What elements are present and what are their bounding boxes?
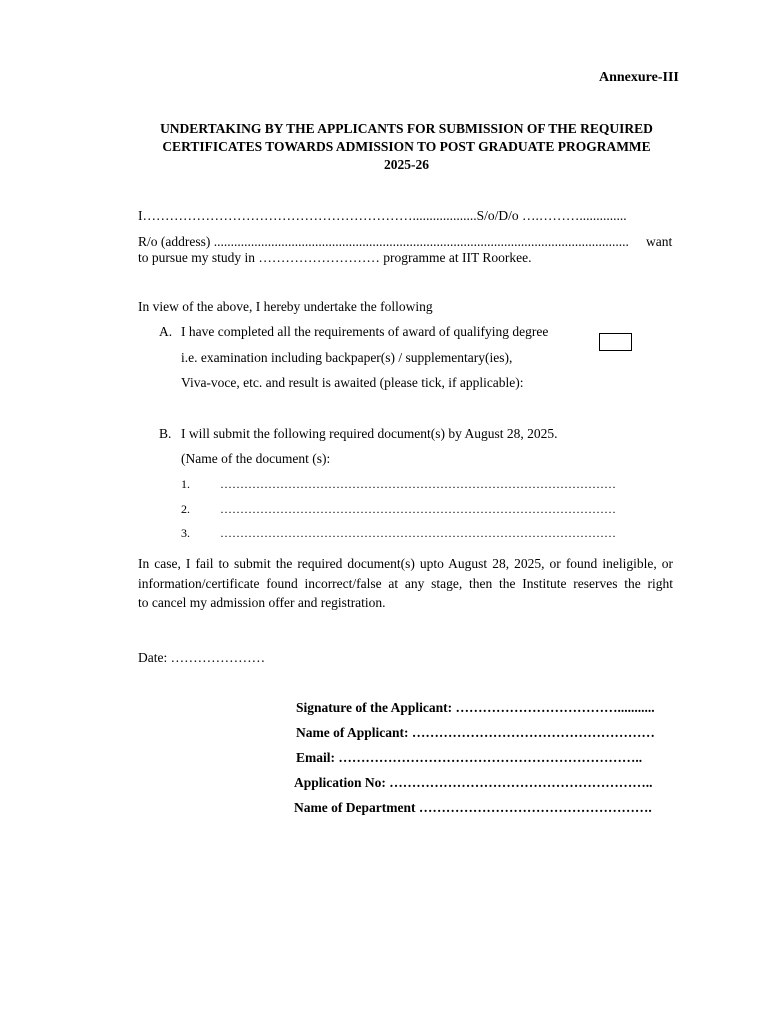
doc-item-blank: ……………………………………………………………………………………… [220,477,616,491]
annexure-label: Annexure-III [599,70,679,85]
doc-item-number: 1. [181,477,190,491]
application-no-field: Application No: ………………………………………………….. [294,775,653,790]
item-b-marker: B. [159,426,172,441]
item-a-line-1: I have completed all the requirements of award of qualifying degree [181,324,549,339]
applicant-name-field: Name of Applicant: ……………………………………………… [296,725,655,740]
item-b-line-1: I will submit the following required document(s) by August 28, 2025. [181,426,558,441]
doc-item-blank: ……………………………………………………………………………………… [220,502,616,516]
title-line-3: 2025-26 [384,157,429,172]
closing-line-2: information/certificate found incorrect/false at any stage, then the Institute reserves the right [138,575,673,591]
signature-field: Signature of the Applicant: ………………………………........... [296,700,655,715]
doc-item-number: 3. [181,526,190,540]
address-line: R/o (address) ........................................................................................................................... [138,234,629,249]
title-line-2: CERTIFICATES TOWARDS ADMISSION TO POST GRADUATE PROGRAMME [162,139,651,154]
closing-paragraph [138,554,673,613]
closing-line-3: to cancel my admission offer and registration. [138,595,386,610]
doc-item-blank: ……………………………………………………………………………………… [220,526,616,540]
item-a-marker: A. [159,324,173,339]
email-field: Email: ………………………………………………………….. [296,750,643,765]
closing-line-1: In case, I fail to submit the required document(s) upto August 28, 2025, or found ineligible, or [138,556,673,571]
item-a-line-2: i.e. examination including backpaper(s) / supplementary(ies), [181,350,513,365]
item-a-line-3: Viva-voce, etc. and result is awaited (please tick, if applicable): [181,375,524,390]
applicant-name-line: I……………………………………………………...................S/o/D/o ….……….............. [138,208,627,223]
date-field: Date: ………………… [138,650,266,665]
undertake-intro: In view of the above, I hereby undertake the following [138,299,433,314]
address-line-want: want [646,234,673,249]
title-line-1: UNDERTAKING BY THE APPLICANTS FOR SUBMISSION OF THE REQUIRED [160,121,653,136]
department-field: Name of Department ……………………………………………. [294,800,652,815]
document-title [138,120,675,174]
programme-line: to pursue my study in ……………………… programme at IIT Roorkee. [138,250,532,265]
item-b-line-2: (Name of the document (s): [181,451,331,466]
doc-item-number: 2. [181,502,190,516]
tick-checkbox[interactable] [599,333,632,351]
